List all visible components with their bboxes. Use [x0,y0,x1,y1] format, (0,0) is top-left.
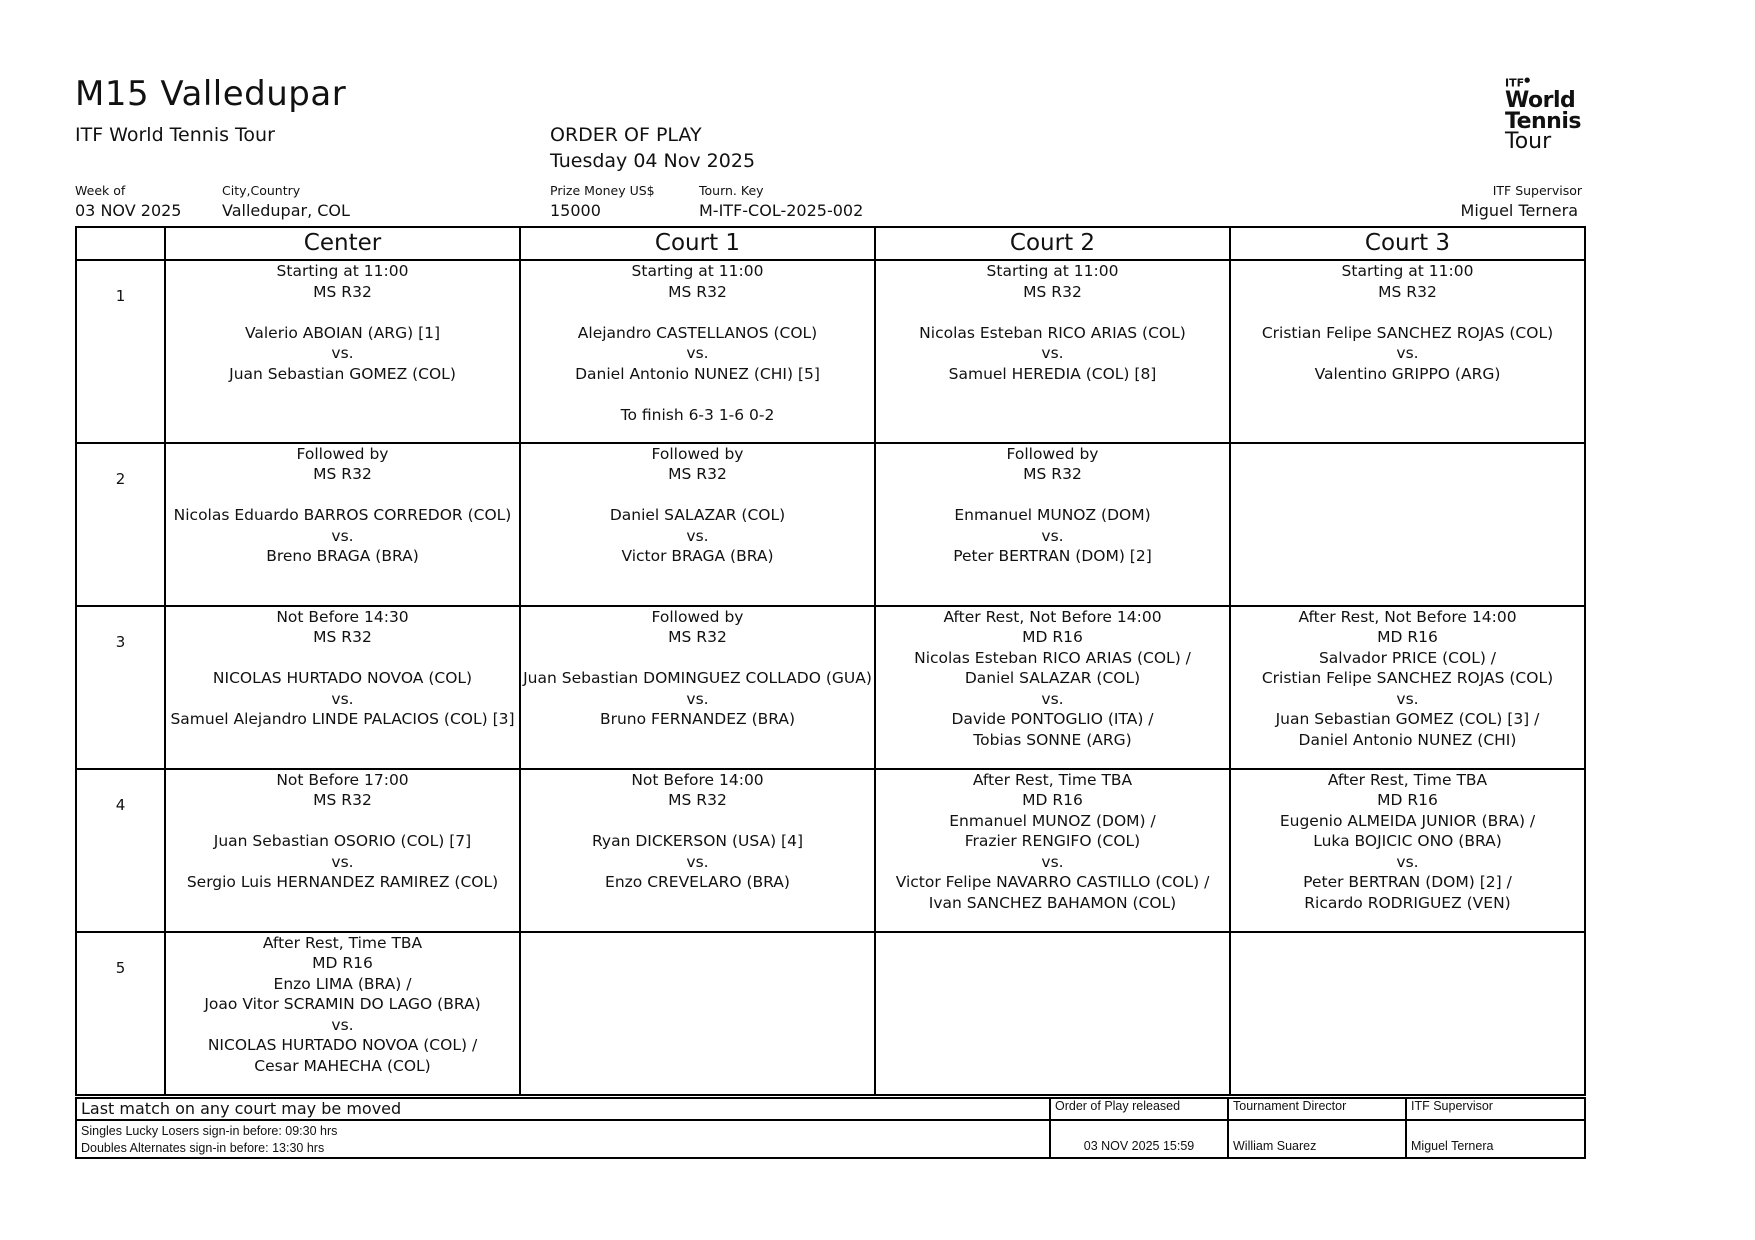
itf-world-tennis-tour-logo [1505,74,1605,152]
match-line: Ricardo RODRIGUEZ (VEN) [1304,893,1511,912]
match-line: vs. [1041,689,1064,708]
match-line: NICOLAS HURTADO NOVOA (COL) / [207,1036,478,1055]
match-line: Victor BRAGA (BRA) [621,547,774,566]
match-row-5 [76,932,1585,1095]
match-line: Enzo LIMA (BRA) / [273,974,412,993]
match-cell-court-2-4 [875,769,1230,932]
match-line: vs. [331,689,354,708]
match-cell-court-2-5 [875,932,1230,1095]
match-line [166,302,519,323]
match-line [521,384,874,405]
match-time-note: Followed by [296,444,389,463]
match-line: MS R32 [313,282,372,301]
match-cell-court-3-2 [1230,443,1585,606]
match-line [166,648,519,669]
match-time-note: Followed by [651,444,744,463]
released-label: Order of Play released [1050,1098,1228,1120]
match-line: Nicolas Esteban RICO ARIAS (COL) [919,323,1186,342]
match-line: NICOLAS HURTADO NOVOA (COL) [212,669,473,688]
last-match-note: Last match on any court may be moved [76,1098,1050,1120]
match-line: vs. [1041,344,1064,362]
match-cell-court-2-3 [875,606,1230,769]
match-line [1231,302,1584,323]
match-line: Frazier RENGIFO (COL) [964,832,1141,851]
match-line: vs. [1396,852,1419,871]
match-line: Juan Sebastian OSORIO (COL) [7] [213,832,472,851]
row-number: 2 [76,443,165,606]
match-line: Juan Sebastian GOMEZ (COL) [3] / [1275,710,1540,729]
match-cell-court-1-4 [520,769,875,932]
match-line: Valerio ABOIAN (ARG) [1] [244,323,441,342]
match-time-note: Followed by [651,607,744,626]
match-line: MD R16 [1377,791,1438,810]
corner-cell [76,227,165,260]
match-time-note: Starting at 11:00 [1341,262,1474,280]
supervisor-label: ITF Supervisor [1492,183,1582,198]
court-header-center: Center [165,227,520,260]
match-line: MD R16 [1022,628,1083,647]
match-time-note: Not Before 14:30 [276,607,409,626]
match-line [521,811,874,832]
match-line: MS R32 [668,282,727,301]
match-cell-court-3-1 [1230,260,1585,443]
logo-ball-icon: ● [1524,76,1531,84]
match-line: MS R32 [1023,465,1082,484]
match-line: vs. [331,344,354,362]
match-line: vs. [686,526,709,545]
logo-line-3: Tour [1505,128,1552,154]
order-of-play-grid [75,226,1586,1096]
match-cell-court-3-5 [1230,932,1585,1095]
match-line: Enmanuel MUNOZ (DOM) / [949,811,1156,830]
match-line: MD R16 [312,954,373,973]
tourn-key-label: Tourn. Key [699,183,764,198]
match-line: Samuel HEREDIA (COL) [8] [948,364,1157,383]
match-line: Salvador PRICE (COL) / [1318,648,1497,667]
match-cell-court-3-4 [1230,769,1585,932]
match-line: Davide PONTOGLIO (ITA) / [951,710,1154,729]
lucky-losers-note: Singles Lucky Losers sign-in before: 09:30 hrs [81,1124,338,1138]
match-line: Bruno FERNANDEZ (BRA) [599,710,796,729]
match-line: Enzo CREVELARO (BRA) [605,873,790,892]
match-line: MS R32 [313,791,372,810]
court-header-court-1: Court 1 [520,227,875,260]
match-time-note: Not Before 17:00 [276,770,409,789]
match-cell-court-1-1 [520,260,875,443]
match-line: Victor Felipe NAVARRO CASTILLO (COL) / [895,873,1210,892]
match-line [166,811,519,832]
match-line: Peter BERTRAN (DOM) [2] / [1303,873,1512,892]
match-line: MS R32 [313,628,372,647]
match-line: Cristian Felipe SANCHEZ ROJAS (COL) [1261,669,1554,688]
court-header-row [76,227,1585,260]
match-line: vs. [1396,344,1419,362]
match-line: Nicolas Esteban RICO ARIAS (COL) / [914,648,1191,667]
match-line: MD R16 [1377,628,1438,647]
match-line: Juan Sebastian GOMEZ (COL) [229,364,456,383]
match-line: Ivan SANCHEZ BAHAMON (COL) [928,893,1177,912]
prize-label: Prize Money US$ [550,183,655,198]
court-header-court-3: Court 3 [1230,227,1585,260]
match-line: Daniel Antonio NUNEZ (CHI) [1298,730,1517,749]
match-time-note: After Rest, Time TBA [972,770,1133,789]
match-time-note: Followed by [1006,444,1099,463]
footer-supervisor-value: Miguel Ternera [1406,1120,1585,1158]
match-cell-court-1-2 [520,443,875,606]
tour-name: ITF World Tennis Tour [75,124,275,146]
match-line: Eugenio ALMEIDA JUNIOR (BRA) / [1279,811,1536,830]
match-line: MD R16 [1022,791,1083,810]
match-line: Cristian Felipe SANCHEZ ROJAS (COL) [1261,323,1554,342]
match-time-note: Starting at 11:00 [986,262,1119,280]
match-line: vs. [331,1015,354,1034]
match-row-4 [76,769,1585,932]
match-line: Luka BOJICIC ONO (BRA) [1313,832,1502,851]
week-label: Week of [75,183,126,198]
match-line [521,302,874,323]
match-line: Daniel SALAZAR (COL) [964,669,1141,688]
match-line: vs. [686,344,709,362]
play-date: Tuesday 04 Nov 2025 [550,150,756,172]
logo-itf-text: ITF [1505,76,1525,90]
match-cell-court-3-3 [1230,606,1585,769]
match-row-1 [76,260,1585,443]
match-line [521,485,874,506]
match-line: Peter BERTRAN (DOM) [2] [953,547,1152,566]
week-value: 03 NOV 2025 [75,201,182,220]
footer-table [75,1097,1586,1159]
match-row-3 [76,606,1585,769]
match-line: vs. [331,526,354,545]
match-line: Sergio Luis HERNANDEZ RAMIREZ (COL) [186,873,499,892]
match-line: Daniel SALAZAR (COL) [609,506,786,525]
match-cell-center-3 [165,606,520,769]
footer-supervisor-label: ITF Supervisor [1406,1098,1585,1120]
sign-in-notes [76,1120,1050,1158]
match-cell-center-2 [165,443,520,606]
match-cell-center-4 [165,769,520,932]
logo-line-1: World [1505,87,1576,113]
row-number: 1 [76,260,165,443]
match-row-2 [76,443,1585,606]
supervisor-value: Miguel Ternera [1460,201,1578,220]
match-time-note: Not Before 14:00 [631,770,764,789]
match-line: vs. [1396,689,1419,708]
match-line [876,302,1229,323]
match-line: vs. [686,689,709,708]
row-number: 3 [76,606,165,769]
row-number: 5 [76,932,165,1095]
match-line: Tobias SONNE (ARG) [973,730,1132,749]
match-line: MS R32 [1378,282,1437,301]
match-line [521,648,874,669]
match-line: Daniel Antonio NUNEZ (CHI) [5] [575,364,820,383]
match-line: Alejandro CASTELLANOS (COL) [577,323,818,342]
match-line: MS R32 [313,465,372,484]
match-line: Samuel Alejandro LINDE PALACIOS (COL) [3] [170,710,515,729]
alternates-note: Doubles Alternates sign-in before: 13:30 hrs [81,1141,325,1155]
match-cell-court-2-2 [875,443,1230,606]
match-line: MS R32 [668,465,727,484]
match-line: Breno BRAGA (BRA) [266,547,419,566]
row-number: 4 [76,769,165,932]
released-value: 03 NOV 2025 15:59 [1050,1120,1228,1158]
match-cell-court-2-1 [875,260,1230,443]
match-line: Enmanuel MUNOZ (DOM) [954,506,1151,525]
city-label: City,Country [222,183,301,198]
match-line: Nicolas Eduardo BARROS CORREDOR (COL) [173,506,512,525]
match-time-note: After Rest, Time TBA [262,933,423,952]
match-cell-court-1-3 [520,606,875,769]
match-cell-center-1 [165,260,520,443]
match-line [166,485,519,506]
match-line: Joao Vitor SCRAMIN DO LAGO (BRA) [204,995,481,1014]
director-value: William Suarez [1228,1120,1406,1158]
city-value: Valledupar, COL [222,201,350,220]
match-line: Valentino GRIPPO (ARG) [1314,364,1501,383]
tourn-key-value: M-ITF-COL-2025-002 [699,201,864,220]
match-cell-court-1-5 [520,932,875,1095]
tournament-title: M15 Valledupar [75,74,347,114]
match-line: MS R32 [668,791,727,810]
match-line: Cesar MAHECHA (COL) [254,1056,431,1075]
match-time-note: After Rest, Time TBA [1327,770,1488,789]
match-line: Juan Sebastian DOMINGUEZ COLLADO (GUA) [523,669,872,688]
match-line: To finish 6-3 1-6 0-2 [620,405,775,424]
court-header-court-2: Court 2 [875,227,1230,260]
director-label: Tournament Director [1228,1098,1406,1120]
match-line: vs. [686,852,709,871]
match-line: MS R32 [1023,282,1082,301]
match-line: vs. [1041,852,1064,871]
match-line [876,485,1229,506]
match-time-note: After Rest, Not Before 14:00 [943,607,1162,626]
match-time-note: After Rest, Not Before 14:00 [1298,607,1517,626]
match-time-note: Starting at 11:00 [276,262,409,280]
match-line: vs. [331,852,354,871]
match-time-note: Starting at 11:00 [631,262,764,280]
match-cell-center-5 [165,932,520,1095]
match-line: vs. [1041,526,1064,545]
prize-value: 15000 [550,201,601,220]
order-of-play-heading: ORDER OF PLAY [550,124,702,146]
match-line: MS R32 [668,628,727,647]
match-line: Ryan DICKERSON (USA) [4] [591,832,803,851]
logo-line-2: Tennis [1505,108,1581,134]
